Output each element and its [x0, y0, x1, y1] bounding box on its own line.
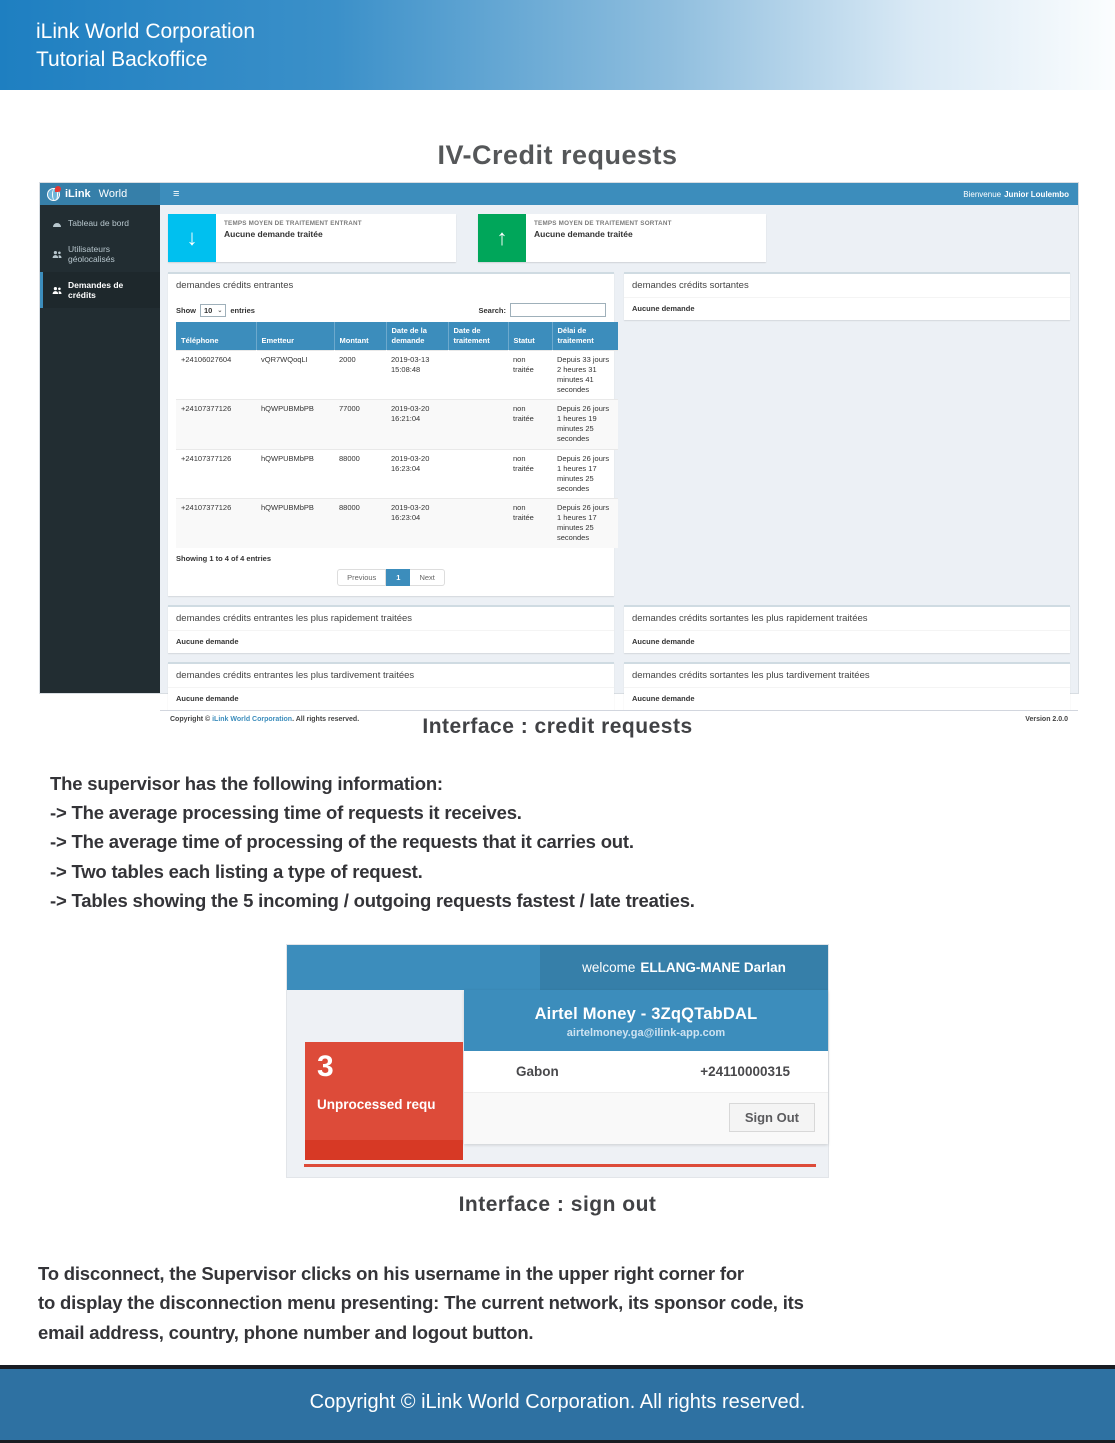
cell-statut: non traitée: [508, 499, 552, 548]
signout-username: ELLANG-MANE Darlan: [640, 960, 786, 976]
country-label: Gabon: [516, 1064, 559, 1080]
app-copyright-prefix: Copyright ©: [170, 715, 213, 723]
outgoing-requests-box: [624, 272, 1070, 320]
app-content: [160, 205, 1078, 723]
document-header-line1: iLink World Corporation: [36, 20, 256, 43]
signout-dropdown-body: [464, 1051, 828, 1092]
signout-dropdown: [464, 990, 828, 1144]
welcome-prefix: Bienvenue: [963, 189, 1002, 199]
column-header[interactable]: Date de la demande: [386, 322, 448, 350]
cell-montant: 2000: [334, 350, 386, 400]
cell-delai: Depuis 26 jours 1 heures 19 minutes 25 secondes: [552, 400, 618, 450]
credit-requests-screenshot: [40, 183, 1078, 723]
document-header: [0, 0, 1115, 90]
cell-montant: 88000: [334, 499, 386, 548]
cell-delai: Depuis 26 jours 1 heures 17 minutes 25 secondes: [552, 449, 618, 499]
cell-telephone: +24107377126: [176, 499, 256, 548]
sidebar-item-geolocated-users[interactable]: [40, 236, 160, 272]
info-boxes: [168, 214, 1070, 262]
latest-outgoing-box: [624, 662, 1070, 710]
column-header[interactable]: Statut: [508, 322, 552, 350]
caption-sign-out: Interface : sign out: [458, 1193, 657, 1217]
pagination-previous-button[interactable]: Previous: [337, 569, 386, 586]
app-sidebar: [40, 205, 160, 693]
incoming-requests-box: [168, 272, 614, 596]
sidebar-item-label: Utilisateurs géolocalisés: [68, 244, 115, 264]
caption-credit-requests: Interface : credit requests: [422, 715, 693, 738]
paragraph-line: The supervisor has the following information:: [50, 773, 443, 794]
search-input[interactable]: [510, 303, 606, 317]
hamburger-icon[interactable]: ≡: [173, 188, 180, 200]
dashboard-icon: [52, 219, 62, 228]
signout-welcome-prefix: welcome: [582, 960, 636, 976]
sidebar-item-credit-requests[interactable]: [40, 272, 160, 308]
sidebar-item-label: Tableau de bord: [68, 218, 129, 228]
cell-emetteur: hQWPUBMbPB: [256, 499, 334, 548]
supervisor-info-paragraph: [50, 769, 1115, 915]
pagination-page-1-button[interactable]: 1: [386, 569, 410, 586]
brand-light: World: [98, 188, 128, 200]
table-row: [176, 400, 618, 450]
globe-icon: [47, 188, 60, 201]
paragraph-line: To disconnect, the Supervisor clicks on his username in the upper right corner for: [38, 1263, 744, 1285]
cell-montant: 77000: [334, 400, 386, 450]
page-title: IV-Credit requests: [437, 140, 678, 170]
app-version: Version 2.0.0: [1025, 715, 1068, 723]
disconnect-paragraph: [38, 1259, 1115, 1347]
table-row: [176, 499, 618, 548]
unprocessed-count: 3: [317, 1050, 334, 1084]
empty-message: Aucune demande: [168, 687, 614, 710]
box-title: demandes crédits entrantes: [176, 280, 294, 291]
signout-user-menu[interactable]: [540, 945, 828, 990]
email-address: airtelmoney.ga@ilink-app.com: [566, 1027, 726, 1040]
sign-out-screenshot: [287, 945, 828, 1177]
cell-date-traitement: [448, 350, 508, 400]
network-name: Airtel Money - 3ZqQTabDAL: [534, 1005, 758, 1024]
welcome-username: Junior Loulembo: [1004, 189, 1069, 199]
empty-message: Aucune demande: [624, 687, 1070, 710]
cell-delai: Depuis 33 jours 2 heures 31 minutes 41 secondes: [552, 350, 618, 400]
show-label: Show: [176, 305, 196, 315]
sidebar-item-label: Demandes de crédits: [68, 280, 124, 300]
fastest-incoming-box: [168, 605, 614, 653]
document-header-line2: Tutorial Backoffice: [36, 48, 208, 72]
pagination-next-button[interactable]: Next: [410, 569, 444, 586]
empty-message: Aucune demande: [624, 630, 1070, 653]
cell-statut: non traitée: [508, 350, 552, 400]
incoming-requests-table: [176, 322, 618, 548]
box-title: demandes crédits sortantes les plus tardivement traitées: [632, 669, 870, 681]
page-size-value: 10: [204, 305, 213, 315]
paragraph-line: email address, country, phone number and logout button.: [38, 1321, 534, 1343]
signout-dropdown-header: [464, 990, 828, 1051]
cell-montant: 88000: [334, 449, 386, 499]
avg-incoming-time-box: [168, 214, 456, 262]
sign-out-button[interactable]: Sign Out: [729, 1103, 815, 1132]
box-title: demandes crédits sortantes les plus rapidement traitées: [632, 612, 868, 624]
latest-incoming-box: [168, 662, 614, 710]
phone-number: +24110000315: [700, 1064, 790, 1080]
cell-date-traitement: [448, 499, 508, 548]
cell-emetteur: hQWPUBMbPB: [256, 400, 334, 450]
paragraph-line: -> The average processing time of requests it receives.: [50, 802, 522, 824]
cell-statut: non traitée: [508, 400, 552, 450]
cell-date-demande: 2019-03-20 16:21:04: [386, 400, 448, 450]
topbar-spacer: [192, 183, 963, 205]
paragraph-line: -> Two tables each listing a type of request.: [50, 860, 423, 882]
arrow-up-icon: ↑: [478, 214, 526, 262]
infobox-value: Aucune demande traitée: [224, 229, 323, 239]
signout-dropdown-footer: [464, 1092, 828, 1144]
arrow-down-icon: ↓: [168, 214, 216, 262]
app-copyright-suffix: . All rights reserved.: [292, 715, 360, 723]
page-size-select[interactable]: [200, 304, 226, 317]
table-row: [176, 449, 618, 499]
sidebar-item-dashboard[interactable]: [40, 210, 160, 236]
users-icon: [52, 250, 62, 259]
ilink-link[interactable]: iLink World Corporation: [212, 715, 293, 723]
empty-message: Aucune demande: [624, 297, 1070, 320]
cell-date-demande: 2019-03-20 16:23:04: [386, 449, 448, 499]
red-divider: [304, 1164, 816, 1167]
cell-date-demande: 2019-03-20 16:23:04: [386, 499, 448, 548]
showing-entries-status: Showing 1 to 4 of 4 entries: [176, 553, 272, 563]
paragraph-line: -> Tables showing the 5 incoming / outgoing requests fastest / late treaties.: [50, 889, 695, 911]
cell-date-traitement: [448, 400, 508, 450]
column-header[interactable]: Montant: [334, 322, 386, 350]
box-title: demandes crédits entrantes les plus tardivement traitées: [176, 669, 415, 681]
unprocessed-label: Unprocessed requ: [317, 1097, 436, 1113]
chevron-down-icon: ⌄: [217, 307, 223, 314]
infobox-value: Aucune demande traitée: [534, 229, 633, 239]
app-logo[interactable]: [40, 183, 160, 205]
cell-emetteur: hQWPUBMbPB: [256, 449, 334, 499]
box-title: demandes crédits sortantes: [632, 280, 749, 291]
column-header[interactable]: Délai de traitement: [552, 322, 618, 350]
column-header[interactable]: Téléphone: [176, 322, 256, 350]
entries-label: entries: [230, 305, 255, 315]
fastest-outgoing-box: [624, 605, 1070, 653]
cell-telephone: +24107377126: [176, 400, 256, 450]
table-header-row: [176, 322, 618, 350]
cell-delai: Depuis 26 jours 1 heures 17 minutes 25 secondes: [552, 499, 618, 548]
cell-telephone: +24106027604: [176, 350, 256, 400]
cell-statut: non traitée: [508, 449, 552, 499]
avg-outgoing-time-box: [478, 214, 766, 262]
column-header[interactable]: Emetteur: [256, 322, 334, 350]
table-row: [176, 350, 618, 400]
empty-message: Aucune demande: [168, 630, 614, 653]
infobox-label: TEMPS MOYEN DE TRAITEMENT ENTRANT: [224, 220, 362, 227]
cell-emetteur: vQR7WQoqLI: [256, 350, 334, 400]
cell-date-traitement: [448, 449, 508, 499]
unprocessed-requests-badge: [305, 1042, 463, 1160]
paragraph-line: -> The average time of processing of the requests that it carries out.: [50, 831, 634, 853]
column-header[interactable]: Date de traitement: [448, 322, 508, 350]
brand-bold: iLink: [65, 188, 91, 200]
user-menu[interactable]: [963, 183, 1078, 205]
box-title: demandes crédits entrantes les plus rapidement traitées: [176, 612, 413, 624]
cell-telephone: +24107377126: [176, 449, 256, 499]
document-footer: Copyright © iLink World Corporation. All rights reserved.: [0, 1365, 1115, 1443]
users-icon: [52, 286, 62, 295]
search-label: Search:: [478, 305, 506, 315]
paragraph-line: to display the disconnection menu presenting: The current network, its sponsor code, its: [38, 1292, 804, 1314]
infobox-label: TEMPS MOYEN DE TRAITEMENT SORTANT: [534, 220, 672, 227]
cell-date-demande: 2019-03-13 15:08:48: [386, 350, 448, 400]
app-topbar: [40, 183, 1078, 205]
